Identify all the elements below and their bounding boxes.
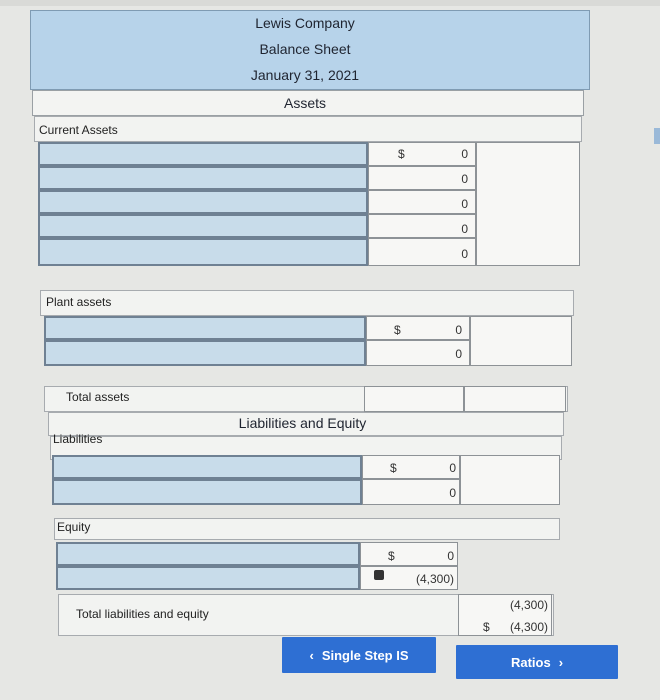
- equity-value-2: (4,300): [415, 572, 454, 586]
- total-assets-total: [464, 386, 566, 412]
- total-assets-amount: [364, 386, 464, 412]
- total-liab-equity-dollar: $: [483, 620, 490, 634]
- statement-date: January 31, 2021: [250, 67, 360, 83]
- plant-asset-account-1[interactable]: [44, 316, 366, 340]
- chevron-right-icon: ›: [558, 654, 564, 670]
- liability-value-2: 0: [449, 486, 456, 500]
- top-strip: [0, 0, 660, 6]
- plant-asset-account-2[interactable]: [44, 340, 366, 366]
- current-asset-value-2: 0: [461, 172, 468, 186]
- current-asset-total-col: [476, 142, 580, 266]
- statement-title: Balance Sheet: [259, 41, 351, 57]
- liability-value-1: 0: [449, 461, 456, 475]
- next-ratios-button[interactable]: [456, 645, 618, 679]
- assets-heading: Assets: [283, 95, 326, 111]
- chevron-left-icon: ‹: [309, 647, 314, 663]
- current-asset-account-1[interactable]: [38, 142, 368, 166]
- current-asset-account-4[interactable]: [38, 214, 368, 238]
- equity-account-2[interactable]: [56, 566, 360, 590]
- liabilities-label: Liabilities: [53, 432, 103, 446]
- current-asset-account-2[interactable]: [38, 166, 368, 190]
- equity-dollar: $: [388, 549, 395, 563]
- current-asset-value-5: 0: [461, 247, 468, 261]
- next-button-label: Ratios: [510, 654, 551, 670]
- current-assets-dollar: $: [398, 147, 405, 161]
- total-assets-label: Total assets: [66, 390, 130, 404]
- equity-row: [54, 518, 560, 540]
- page-edge-accent: [654, 128, 660, 144]
- total-liab-equity-label: Total liabilities and equity: [76, 607, 209, 621]
- liab-equity-heading: Liabilities and Equity: [238, 415, 367, 431]
- current-assets-label: Current Assets: [39, 123, 118, 137]
- liability-account-2[interactable]: [52, 479, 362, 505]
- current-asset-value-1: 0: [461, 147, 468, 161]
- plant-asset-value-2: 0: [455, 347, 462, 361]
- equity-account-1[interactable]: [56, 542, 360, 566]
- current-asset-account-5[interactable]: [38, 238, 368, 266]
- total-liab-equity-value-bottom: (4,300): [509, 620, 548, 634]
- current-asset-value-3: 0: [461, 197, 468, 211]
- equity-value-1: 0: [447, 549, 454, 563]
- current-asset-account-3[interactable]: [38, 190, 368, 214]
- total-liab-equity-value-top: (4,300): [509, 598, 548, 612]
- plant-asset-total-col: [470, 316, 572, 366]
- plant-asset-value-1: 0: [455, 323, 462, 337]
- equity-label: Equity: [57, 520, 91, 534]
- liability-total-col: [460, 455, 560, 505]
- company-name: Lewis Company: [255, 15, 355, 31]
- input-status-icon: [374, 570, 384, 580]
- current-asset-value-4: 0: [461, 222, 468, 236]
- plant-assets-dollar: $: [394, 323, 401, 337]
- prev-button-label: Single Step IS: [321, 647, 409, 663]
- plant-assets-label: Plant assets: [46, 295, 112, 309]
- liabilities-dollar: $: [390, 461, 397, 475]
- liability-account-1[interactable]: [52, 455, 362, 479]
- plant-assets-row: [40, 290, 574, 316]
- prev-single-step-is-button[interactable]: [282, 637, 436, 673]
